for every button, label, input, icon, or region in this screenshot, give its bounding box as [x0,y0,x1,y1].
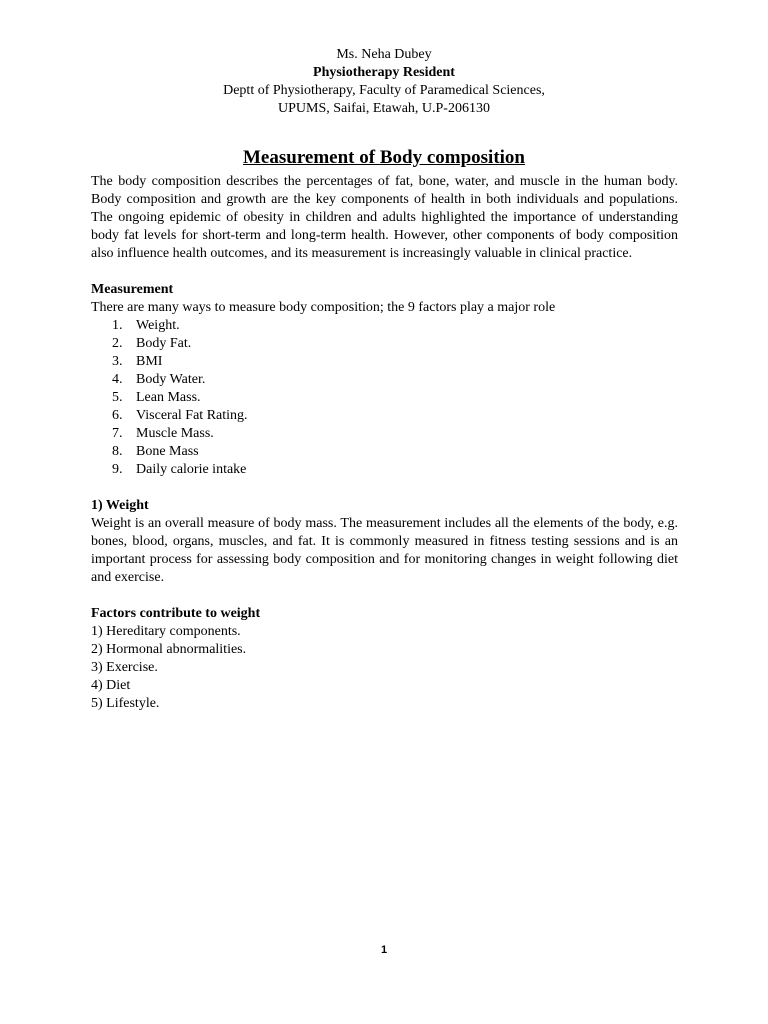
list-item: 2. Body Fat. [112,336,192,351]
list-item: 6. Visceral Fat Rating. [112,408,248,423]
list-item: 3) Exercise. [91,660,158,675]
weight-paragraph: Weight is an overall measure of body mass. The measurement includes all the elements of the body, e.g. bones, blood, organs, muscles, and fat. It is commonly measured in fitness testing sessions and is an important process for assessing body composition and for monitoring changes in weight following diet and exercise. [91,516,678,585]
list-item: 5) Lifestyle. [91,696,160,711]
author-department: Deptt of Physiotherapy, Faculty of Paramedical Sciences, [223,83,545,98]
list-item: 4. Body Water. [112,372,206,387]
list-item: 9. Daily calorie intake [112,462,247,477]
measurement-list [91,317,678,479]
intro-paragraph: The body composition describes the percentages of fat, bone, water, and muscle in the human body. Body composition and growth are the key components of health in both individuals and populations. The ongoing epidemic of obesity in children and adults highlighted the importance of understanding body fat levels for short-term and long-term health. However, other components of body composition also influence health outcomes, and its measurement is increasingly valuable in clinical practice. [91,174,678,261]
measurement-heading: Measurement [91,282,174,297]
list-item: 5. Lean Mass. [112,390,201,405]
author-header [0,46,768,118]
list-item: 8. Bone Mass [112,444,199,459]
list-item: 7. Muscle Mass. [112,426,214,441]
list-item: 2) Hormonal abnormalities. [91,642,247,657]
measurement-lead: There are many ways to measure body composition; the 9 factors play a major role [91,300,556,315]
list-item: 4) Diet [91,678,131,693]
list-item: 1. Weight. [112,318,180,333]
factors-heading: Factors contribute to weight [91,606,261,621]
list-item: 1) Hereditary components. [91,624,241,639]
document-title: Measurement of Body composition [243,147,525,168]
page-number: 1 [380,944,388,956]
factors-list [91,623,678,713]
list-item: 3. BMI [112,354,163,369]
author-address: UPUMS, Saifai, Etawah, U.P-206130 [278,101,490,116]
author-name: Ms. Neha Dubey [336,47,432,62]
author-role: Physiotherapy Resident [313,65,455,80]
document-body [91,173,678,713]
weight-heading: 1) Weight [91,498,149,513]
